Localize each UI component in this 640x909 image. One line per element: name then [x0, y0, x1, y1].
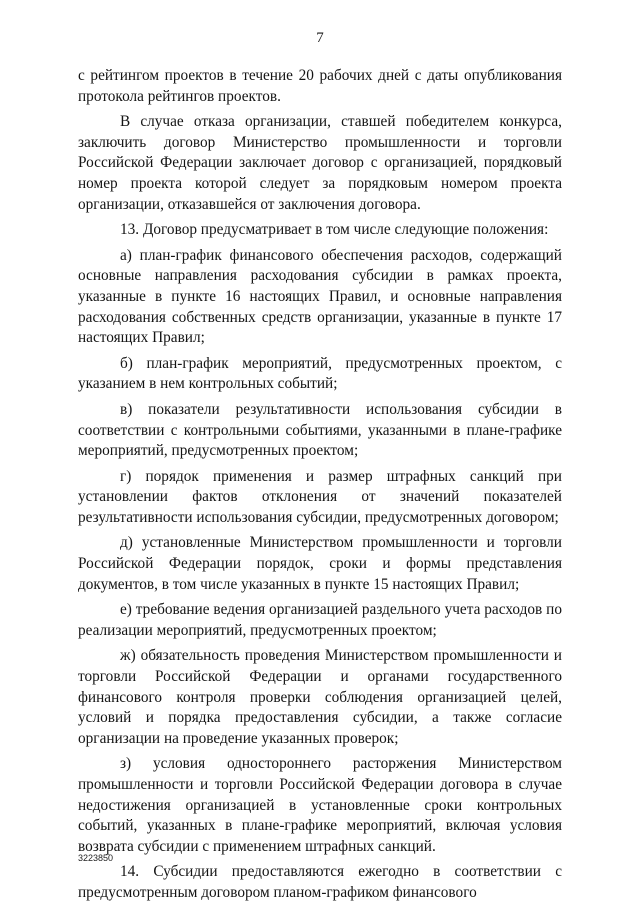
- page-number: 7: [316, 30, 324, 46]
- paragraph-continuation: с рейтингом проектов в течение 20 рабочих дней с даты опубликования протокола рейтингов проектов.: [78, 67, 562, 105]
- list-item-zh: ж) обязательность проведения Министерством промышленности и торговли Российской Федерации и органами государственного финансового контроля проверки соблюдения организацией целей, условий и порядка предоставления субсидии, а также согласие организации на проведение указанных проверок;: [78, 647, 562, 747]
- footer-document-code: 3223850: [78, 853, 114, 863]
- paragraph-refusal-case: В случае отказа организации, ставшей победителем конкурса, заключить договор Министерство промышленности и торговли Российской Федерации заключает договор с организацией, порядковый номер проекта которой следует за порядковым номером проекта организации, отказавшейся от заключения договора.: [78, 113, 562, 213]
- paragraph-section-14: 14. Субсидии предоставляются ежегодно в соответствии с предусмотренным договором планом-графиком финансового: [78, 863, 562, 901]
- list-item-a: а) план-график финансового обеспечения расходов, содержащий основные направления расходования субсидии в рамках проекта, указанные в пункте 16 настоящих Правил, и основные направления расходования собственных средств организации, указанные в пункте 17 настоящих Правил;: [78, 246, 562, 347]
- document-body: [78, 66, 562, 909]
- list-item-z: з) условия одностороннего расторжения Министерством промышленности и торговли Российской Федерации договора в случае недостижения организацией в установленные сроки контрольных событий, указанных в плане-графике мероприятий, включая условия возврата субсидии с применением штрафных санкций.: [78, 755, 562, 855]
- list-item-g: г) порядок применения и размер штрафных санкций при установлении фактов отклонения от значений показателей результативности использования субсидии, предусмотренных договором;: [78, 467, 562, 526]
- list-item-d: д) установленные Министерством промышленности и торговли Российской Федерации порядок, сроки и формы представления документов, в том числе указанных в пункте 15 настоящих Правил;: [78, 534, 562, 593]
- list-item-v: в) показатели результативности использования субсидии в соответствии с контрольными событиями, указанными в плане-графике мероприятий, предусмотренных проектом;: [78, 400, 562, 460]
- paragraph-section-13: 13. Договор предусматривает в том числе следующие положения:: [120, 221, 549, 239]
- list-item-e: е) требование ведения организацией раздельного учета расходов по реализации мероприятий, предусмотренных проектом;: [78, 601, 562, 639]
- list-item-b: б) план-график мероприятий, предусмотренных проектом, с указанием в нем контрольных событий;: [78, 354, 562, 393]
